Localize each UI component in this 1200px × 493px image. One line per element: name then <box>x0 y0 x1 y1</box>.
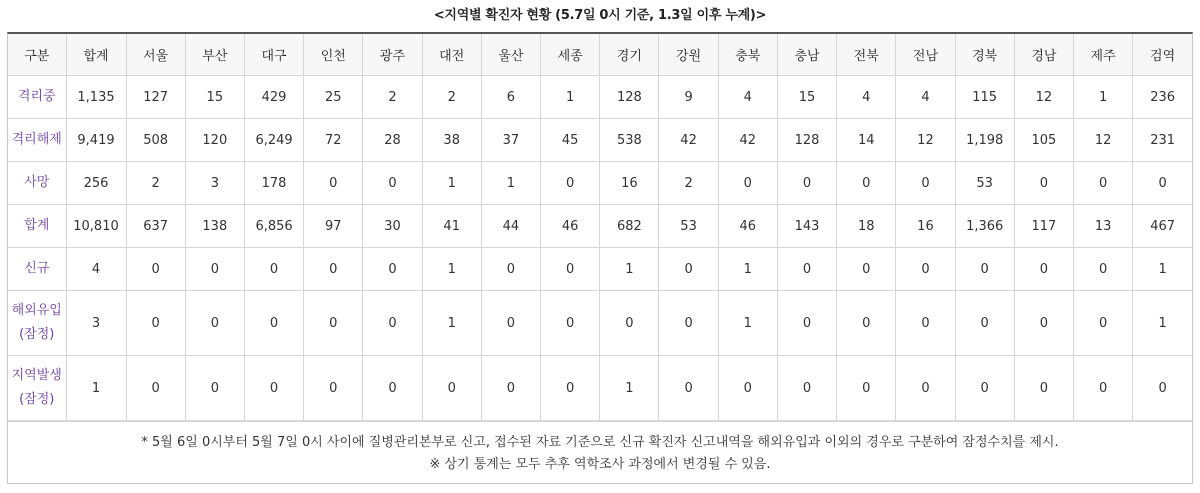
table-cell: 1 <box>1133 291 1192 356</box>
table-cell: 38 <box>422 119 481 162</box>
header-region: 경기 <box>600 34 659 76</box>
table-cell: 0 <box>126 356 185 421</box>
table-cell: 1,366 <box>955 205 1014 248</box>
table-cell: 13 <box>1074 205 1133 248</box>
table-cell: 143 <box>777 205 836 248</box>
table-cell: 4 <box>718 76 777 119</box>
table-cell: 178 <box>244 162 303 205</box>
table-row <box>8 162 1192 205</box>
table-cell: 0 <box>1074 291 1133 356</box>
table-cell: 10,810 <box>66 205 126 248</box>
table-cell: 9,419 <box>66 119 126 162</box>
table-cell: 115 <box>955 76 1014 119</box>
table-cell: 0 <box>837 356 896 421</box>
table-cell: 128 <box>600 76 659 119</box>
header-region: 부산 <box>185 34 244 76</box>
table-cell: 4 <box>896 76 955 119</box>
table-cell: 0 <box>304 291 363 356</box>
table-cell: 0 <box>1014 291 1073 356</box>
table-cell: 1 <box>422 291 481 356</box>
table-cell: 0 <box>896 356 955 421</box>
table-cell: 0 <box>955 291 1014 356</box>
table-cell: 42 <box>659 119 718 162</box>
table-cell: 1 <box>541 76 600 119</box>
table-cell: 0 <box>1014 248 1073 291</box>
table-cell: 0 <box>304 356 363 421</box>
table-cell: 3 <box>185 162 244 205</box>
table-cell: 0 <box>422 356 481 421</box>
footnote-disclaimer: ※ 상기 통계는 모두 추후 역학조사 과정에서 변경될 수 있음. <box>429 457 771 472</box>
table-cell: 2 <box>363 76 422 119</box>
table-cell: 0 <box>481 248 540 291</box>
table-cell: 14 <box>837 119 896 162</box>
table-cell: 0 <box>244 291 303 356</box>
table-cell: 105 <box>1014 119 1073 162</box>
table-row <box>8 119 1192 162</box>
table-cell: 0 <box>244 248 303 291</box>
table-cell: 0 <box>481 291 540 356</box>
table-cell: 0 <box>955 248 1014 291</box>
row-label: 지역발생 (잠정) <box>8 356 66 421</box>
table-cell: 41 <box>422 205 481 248</box>
table-cell: 0 <box>363 291 422 356</box>
table-cell: 6,856 <box>244 205 303 248</box>
table-cell: 72 <box>304 119 363 162</box>
table-cell: 1 <box>422 248 481 291</box>
table-cell: 0 <box>1014 162 1073 205</box>
table-cell: 1,135 <box>66 76 126 119</box>
header-category: 구분 <box>8 34 66 76</box>
table-cell: 0 <box>659 356 718 421</box>
table-cell: 4 <box>837 76 896 119</box>
table-cell: 6 <box>481 76 540 119</box>
header-region: 전남 <box>896 34 955 76</box>
row-label: 사망 <box>8 162 66 205</box>
table-cell: 0 <box>777 291 836 356</box>
table-cell: 0 <box>185 291 244 356</box>
table-cell: 2 <box>659 162 718 205</box>
table-cell: 3 <box>66 291 126 356</box>
table-cell: 6,249 <box>244 119 303 162</box>
table-row <box>8 205 1192 248</box>
table-body <box>8 76 1192 421</box>
table-cell: 97 <box>304 205 363 248</box>
table-cell: 0 <box>718 162 777 205</box>
row-label: 합계 <box>8 205 66 248</box>
table-title: <지역별 확진자 현황 (5.7일 0시 기준, 1.3일 이후 누계)> <box>433 8 767 23</box>
table-cell: 538 <box>600 119 659 162</box>
table-cell: 0 <box>837 291 896 356</box>
table-cell: 0 <box>777 162 836 205</box>
table-cell: 0 <box>1133 356 1192 421</box>
table-cell: 16 <box>896 205 955 248</box>
table-cell: 12 <box>1074 119 1133 162</box>
table-row <box>8 291 1192 356</box>
table-cell: 46 <box>541 205 600 248</box>
table-cell: 0 <box>896 248 955 291</box>
table-cell: 236 <box>1133 76 1192 119</box>
table-cell: 0 <box>244 356 303 421</box>
table-cell: 0 <box>1074 248 1133 291</box>
table-cell: 53 <box>659 205 718 248</box>
table-cell: 12 <box>1014 76 1073 119</box>
header-region: 전북 <box>837 34 896 76</box>
table-cell: 12 <box>896 119 955 162</box>
table-cell: 467 <box>1133 205 1192 248</box>
row-label: 해외유입 (잠정) <box>8 291 66 356</box>
table-cell: 117 <box>1014 205 1073 248</box>
table-cell: 0 <box>837 248 896 291</box>
table-cell: 37 <box>481 119 540 162</box>
table-cell: 9 <box>659 76 718 119</box>
table-cell: 429 <box>244 76 303 119</box>
header-region: 광주 <box>363 34 422 76</box>
table-cell: 0 <box>1074 356 1133 421</box>
table-cell: 1,198 <box>955 119 1014 162</box>
footnote-reporting: * 5월 6일 0시부터 5월 7일 0시 사이에 질병관리본부로 신고, 접수된 자료 기준으로 신규 확진자 신고내역을 해외유입과 이외의 경우로 구분하여 잠정수치를 제시. <box>141 435 1059 450</box>
table-cell: 0 <box>600 291 659 356</box>
table-cell: 18 <box>837 205 896 248</box>
row-label: 격리해제 <box>8 119 66 162</box>
table-cell: 0 <box>304 162 363 205</box>
stats-table-container <box>7 32 1193 484</box>
table-row <box>8 248 1192 291</box>
table-cell: 0 <box>659 291 718 356</box>
table-cell: 46 <box>718 205 777 248</box>
table-cell: 0 <box>1014 356 1073 421</box>
header-region: 대구 <box>244 34 303 76</box>
table-cell: 637 <box>126 205 185 248</box>
header-region: 제주 <box>1074 34 1133 76</box>
table-cell: 231 <box>1133 119 1192 162</box>
table-cell: 682 <box>600 205 659 248</box>
table-cell: 53 <box>955 162 1014 205</box>
table-cell: 0 <box>363 248 422 291</box>
table-cell: 15 <box>185 76 244 119</box>
table-cell: 128 <box>777 119 836 162</box>
header-region: 충북 <box>718 34 777 76</box>
table-cell: 508 <box>126 119 185 162</box>
table-cell: 1 <box>1133 248 1192 291</box>
table-cell: 1 <box>66 356 126 421</box>
header-region: 검역 <box>1133 34 1192 76</box>
table-cell: 0 <box>777 248 836 291</box>
regional-cases-table <box>8 34 1192 421</box>
header-region: 강원 <box>659 34 718 76</box>
table-cell: 2 <box>126 162 185 205</box>
table-cell: 42 <box>718 119 777 162</box>
table-cell: 1 <box>718 291 777 356</box>
table-cell: 45 <box>541 119 600 162</box>
table-cell: 0 <box>481 356 540 421</box>
table-cell: 2 <box>422 76 481 119</box>
table-cell: 127 <box>126 76 185 119</box>
header-region: 세종 <box>541 34 600 76</box>
table-cell: 0 <box>541 162 600 205</box>
table-cell: 0 <box>185 356 244 421</box>
header-region: 충남 <box>777 34 836 76</box>
footnote-area <box>8 421 1192 476</box>
table-cell: 256 <box>66 162 126 205</box>
table-cell: 1 <box>718 248 777 291</box>
table-cell: 0 <box>1133 162 1192 205</box>
table-row <box>8 76 1192 119</box>
table-cell: 16 <box>600 162 659 205</box>
table-cell: 0 <box>185 248 244 291</box>
header-region: 경남 <box>1014 34 1073 76</box>
table-cell: 0 <box>126 248 185 291</box>
table-cell: 0 <box>541 248 600 291</box>
table-cell: 28 <box>363 119 422 162</box>
table-cell: 4 <box>66 248 126 291</box>
header-region: 합계 <box>66 34 126 76</box>
table-cell: 0 <box>837 162 896 205</box>
table-cell: 0 <box>718 356 777 421</box>
table-cell: 1 <box>422 162 481 205</box>
table-cell: 44 <box>481 205 540 248</box>
header-row <box>8 34 1192 76</box>
table-cell: 120 <box>185 119 244 162</box>
header-region: 울산 <box>481 34 540 76</box>
table-cell: 15 <box>777 76 836 119</box>
table-cell: 1 <box>1074 76 1133 119</box>
table-cell: 0 <box>304 248 363 291</box>
row-label: 신규 <box>8 248 66 291</box>
table-cell: 0 <box>126 291 185 356</box>
table-cell: 0 <box>955 356 1014 421</box>
table-cell: 0 <box>896 291 955 356</box>
table-cell: 0 <box>659 248 718 291</box>
table-cell: 0 <box>541 291 600 356</box>
table-cell: 0 <box>363 162 422 205</box>
table-cell: 1 <box>481 162 540 205</box>
row-label: 격리중 <box>8 76 66 119</box>
table-cell: 30 <box>363 205 422 248</box>
table-row <box>8 356 1192 421</box>
header-region: 경북 <box>955 34 1014 76</box>
header-region: 대전 <box>422 34 481 76</box>
table-cell: 138 <box>185 205 244 248</box>
header-region: 서울 <box>126 34 185 76</box>
header-region: 인천 <box>304 34 363 76</box>
table-cell: 0 <box>777 356 836 421</box>
table-cell: 1 <box>600 356 659 421</box>
table-cell: 25 <box>304 76 363 119</box>
table-cell: 1 <box>600 248 659 291</box>
table-cell: 0 <box>1074 162 1133 205</box>
table-cell: 0 <box>363 356 422 421</box>
table-cell: 0 <box>896 162 955 205</box>
table-cell: 0 <box>541 356 600 421</box>
